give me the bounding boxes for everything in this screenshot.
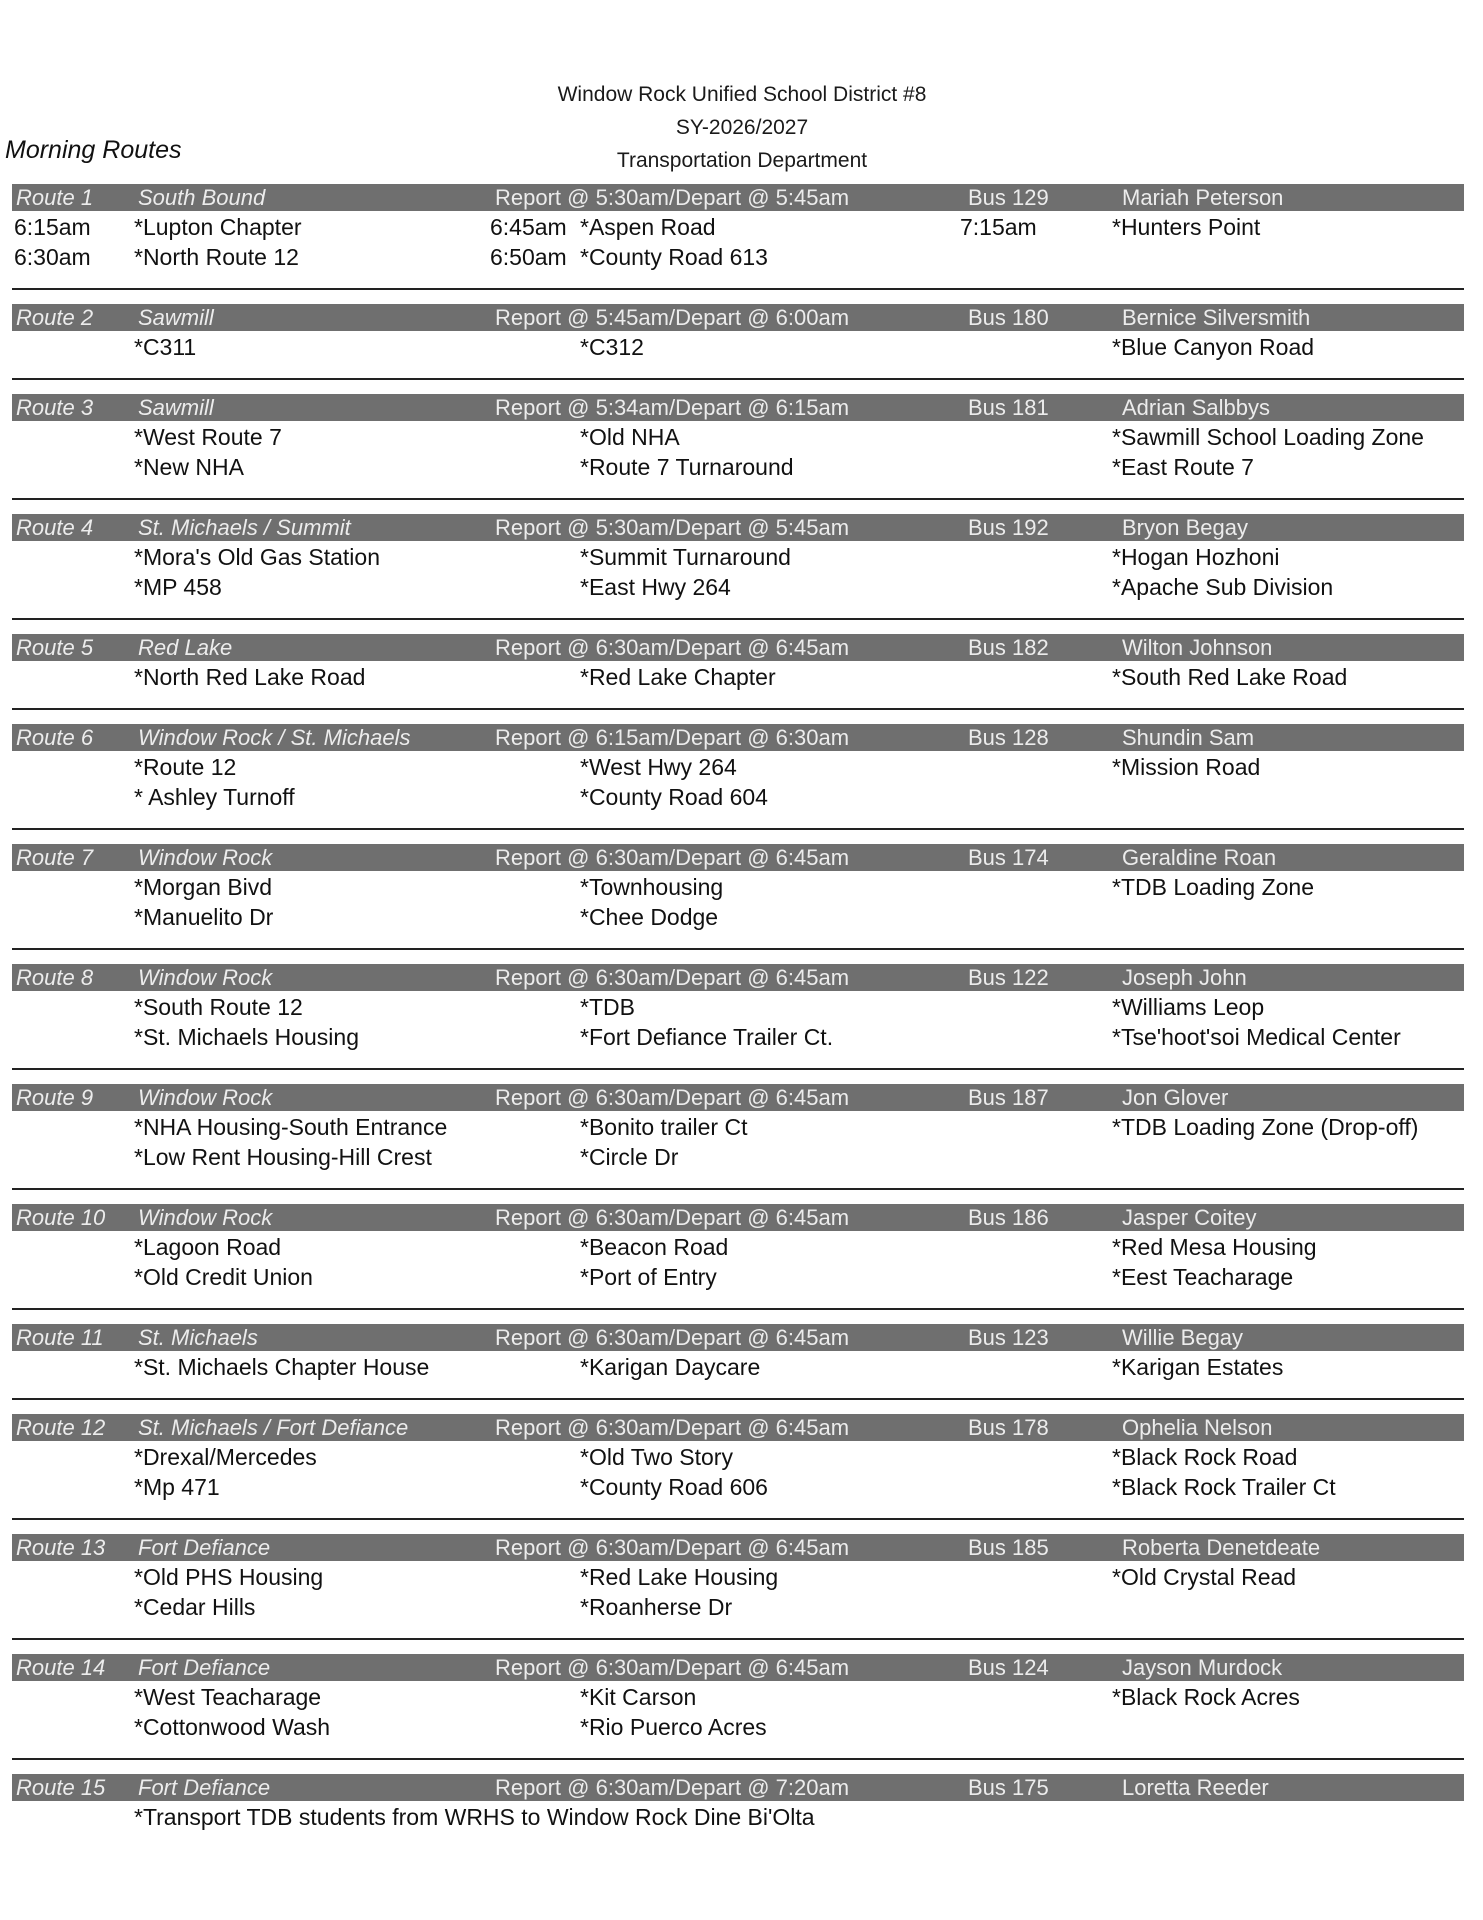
bus-number: Bus 178 <box>968 1415 1049 1440</box>
report-time: Report @ 6:30am/Depart @ 6:45am <box>495 1205 850 1230</box>
stop-name: *Tse'hoot'soi Medical Center <box>1112 1024 1401 1050</box>
driver-name: Loretta Reeder <box>1122 1775 1269 1800</box>
route-header-bar <box>12 1324 1464 1351</box>
route-header-bar <box>12 844 1464 871</box>
stop-name: *Sawmill School Loading Zone <box>1112 424 1424 450</box>
route-number: Route 7 <box>16 845 94 870</box>
stop-name: *Lagoon Road <box>134 1234 282 1260</box>
route-number: Route 5 <box>16 635 94 660</box>
stop-name: *East Hwy 264 <box>580 574 731 600</box>
report-time: Report @ 6:30am/Depart @ 6:45am <box>495 1085 850 1110</box>
stop-name: *Kit Carson <box>580 1684 697 1710</box>
stop-name: *Eest Teacharage <box>1112 1264 1294 1290</box>
stop-time: 6:30am <box>14 244 91 270</box>
stop-name: *New NHA <box>134 454 244 480</box>
driver-name: Adrian Salbbys <box>1122 395 1270 420</box>
route-divider <box>12 1068 1464 1070</box>
school-year: SY-2026/2027 <box>675 116 809 139</box>
driver-name: Geraldine Roan <box>1122 845 1277 870</box>
report-time: Report @ 6:30am/Depart @ 6:45am <box>495 965 850 990</box>
route-area: St. Michaels <box>138 1325 258 1350</box>
driver-name: Willie Begay <box>1122 1325 1244 1350</box>
stop-name: * Ashley Turnoff <box>134 784 295 810</box>
report-time: Report @ 6:30am/Depart @ 6:45am <box>495 635 850 660</box>
route-divider <box>12 1638 1464 1640</box>
stop-name: *Black Rock Trailer Ct <box>1112 1474 1336 1500</box>
route-number: Route 12 <box>16 1415 106 1440</box>
route-header-bar <box>12 184 1464 211</box>
stop-name: *Townhousing <box>580 874 724 900</box>
route-divider <box>12 618 1464 620</box>
route-area: Window Rock <box>138 965 273 990</box>
route-area: Window Rock <box>138 1085 273 1110</box>
report-time: Report @ 6:30am/Depart @ 6:45am <box>495 1415 850 1440</box>
route-number: Route 15 <box>16 1775 106 1800</box>
bus-number: Bus 175 <box>968 1775 1049 1800</box>
route-area: Window Rock <box>138 845 273 870</box>
route-area: Window Rock / St. Michaels <box>138 725 411 750</box>
route-header-bar <box>12 394 1464 421</box>
report-time: Report @ 5:34am/Depart @ 6:15am <box>495 395 850 420</box>
stop-name: *Rio Puerco Acres <box>580 1714 767 1740</box>
stop-name: *Mora's Old Gas Station <box>134 544 380 570</box>
driver-name: Bryon Begay <box>1122 515 1248 540</box>
driver-name: Shundin Sam <box>1122 725 1255 750</box>
stop-name: *Karigan Daycare <box>580 1354 761 1380</box>
district-title: Window Rock Unified School District #8 <box>557 83 927 106</box>
stop-name: *Circle Dr <box>580 1144 679 1170</box>
stop-name: *South Red Lake Road <box>1112 664 1348 690</box>
stop-name: *Red Lake Chapter <box>580 664 776 690</box>
route-number: Route 2 <box>16 305 94 330</box>
stop-name: *East Route 7 <box>1112 454 1254 480</box>
route-area: Fort Defiance <box>138 1655 271 1680</box>
driver-name: Bernice Silversmith <box>1122 305 1311 330</box>
stop-name: *West Teacharage <box>134 1684 322 1710</box>
stop-name: *Old NHA <box>580 424 680 450</box>
bus-number: Bus 182 <box>968 635 1049 660</box>
route-header-bar <box>12 304 1464 331</box>
stop-name: *Apache Sub Division <box>1112 574 1334 600</box>
route-divider <box>12 1518 1464 1520</box>
bus-number: Bus 124 <box>968 1655 1049 1680</box>
stop-name: *Old Credit Union <box>134 1264 313 1290</box>
stop-time: 6:50am <box>490 244 567 270</box>
stop-name: *West Route 7 <box>134 424 282 450</box>
route-header-bar <box>12 1654 1464 1681</box>
stop-name: *Lupton Chapter <box>134 214 302 240</box>
route-header-bar <box>12 1204 1464 1231</box>
driver-name: Ophelia Nelson <box>1122 1415 1273 1440</box>
route-header-bar <box>12 1534 1464 1561</box>
stop-name: *TDB <box>580 994 635 1020</box>
stop-name: *Blue Canyon Road <box>1112 334 1315 360</box>
driver-name: Joseph John <box>1122 965 1247 990</box>
bus-number: Bus 181 <box>968 395 1049 420</box>
stop-name: *Route 7 Turnaround <box>580 454 794 480</box>
stop-name: *Beacon Road <box>580 1234 729 1260</box>
stop-name: *Drexal/Mercedes <box>134 1444 317 1470</box>
route-header-bar <box>12 634 1464 661</box>
bus-number: Bus 128 <box>968 725 1049 750</box>
bus-number: Bus 186 <box>968 1205 1049 1230</box>
report-time: Report @ 5:30am/Depart @ 5:45am <box>495 185 850 210</box>
stop-name: *Port of Entry <box>580 1264 717 1290</box>
stop-name: *Manuelito Dr <box>134 904 274 930</box>
route-header-bar <box>12 964 1464 991</box>
section-title: Morning Routes <box>5 136 182 164</box>
route-area: Fort Defiance <box>138 1535 271 1560</box>
stop-name: *Cottonwood Wash <box>134 1714 331 1740</box>
route-divider <box>12 1398 1464 1400</box>
stop-name: *Hunters Point <box>1112 214 1261 240</box>
report-time: Report @ 6:30am/Depart @ 6:45am <box>495 1655 850 1680</box>
stop-name: *Old Two Story <box>580 1444 733 1470</box>
route-header-bar <box>12 514 1464 541</box>
route-header-bar <box>12 1414 1464 1441</box>
stop-name: *Summit Turnaround <box>580 544 791 570</box>
route-header-bar <box>12 1084 1464 1111</box>
stop-name: *Mission Road <box>1112 754 1261 780</box>
route-divider <box>12 378 1464 380</box>
report-time: Report @ 6:30am/Depart @ 6:45am <box>495 1325 850 1350</box>
route-area: St. Michaels / Fort Defiance <box>138 1415 409 1440</box>
stop-name: *St. Michaels Chapter House <box>134 1354 430 1380</box>
stop-name: *St. Michaels Housing <box>134 1024 359 1050</box>
stop-name: *TDB Loading Zone <box>1112 874 1315 900</box>
stop-name: *Red Mesa Housing <box>1112 1234 1317 1260</box>
stop-name: *Old Crystal Read <box>1112 1564 1297 1590</box>
stop-name: *County Road 606 <box>580 1474 768 1500</box>
bus-number: Bus 192 <box>968 515 1049 540</box>
stop-name: *Red Lake Housing <box>580 1564 779 1590</box>
stop-name: *Chee Dodge <box>580 904 719 930</box>
route-number: Route 6 <box>16 725 94 750</box>
driver-name: Roberta Denetdeate <box>1122 1535 1321 1560</box>
route-number: Route 4 <box>16 515 94 540</box>
route-number: Route 3 <box>16 395 94 420</box>
stop-name: *Low Rent Housing-Hill Crest <box>134 1144 432 1170</box>
route-area: Fort Defiance <box>138 1775 271 1800</box>
route-area: South Bound <box>138 185 266 210</box>
bus-number: Bus 123 <box>968 1325 1049 1350</box>
stop-name: *Route 12 <box>134 754 237 780</box>
bus-number: Bus 187 <box>968 1085 1049 1110</box>
route-divider <box>12 1758 1464 1760</box>
stop-name: *Mp 471 <box>134 1474 220 1500</box>
route-divider <box>12 708 1464 710</box>
route-divider <box>12 828 1464 830</box>
stop-name: *Transport TDB students from WRHS to Window Rock Dine Bi'Olta <box>134 1804 815 1830</box>
report-time: Report @ 6:30am/Depart @ 7:20am <box>495 1775 850 1800</box>
route-area: Window Rock <box>138 1205 273 1230</box>
report-time: Report @ 6:30am/Depart @ 6:45am <box>495 845 850 870</box>
driver-name: Mariah Peterson <box>1122 185 1284 210</box>
stop-name: *Aspen Road <box>580 214 716 240</box>
stop-name: *Black Rock Road <box>1112 1444 1298 1470</box>
route-area: St. Michaels / Summit <box>138 515 351 540</box>
stop-name: *C312 <box>580 334 644 360</box>
bus-number: Bus 185 <box>968 1535 1049 1560</box>
route-divider <box>12 1188 1464 1190</box>
route-number: Route 8 <box>16 965 94 990</box>
department-title: Transportation Department <box>616 149 868 172</box>
stop-name: *Williams Leop <box>1112 994 1265 1020</box>
report-time: Report @ 6:15am/Depart @ 6:30am <box>495 725 850 750</box>
stop-name: *West Hwy 264 <box>580 754 737 780</box>
route-number: Route 1 <box>16 185 94 210</box>
bus-number: Bus 122 <box>968 965 1049 990</box>
stop-name: *Morgan Bivd <box>134 874 273 900</box>
report-time: Report @ 5:45am/Depart @ 6:00am <box>495 305 850 330</box>
driver-name: Jasper Coitey <box>1122 1205 1257 1230</box>
stop-name: *C311 <box>134 334 197 360</box>
driver-name: Jayson Murdock <box>1122 1655 1283 1680</box>
route-divider <box>12 498 1464 500</box>
stop-time: 7:15am <box>960 214 1037 240</box>
route-area: Sawmill <box>138 305 214 330</box>
stop-name: *TDB Loading Zone (Drop-off) <box>1112 1114 1419 1140</box>
stop-name: *North Route 12 <box>134 244 299 270</box>
stop-name: *County Road 613 <box>580 244 768 270</box>
stop-time: 6:15am <box>14 214 91 240</box>
stop-time: 6:45am <box>490 214 567 240</box>
stop-name: *South Route 12 <box>134 994 303 1020</box>
route-divider <box>12 288 1464 290</box>
route-divider <box>12 948 1464 950</box>
stop-name: *Cedar Hills <box>134 1594 256 1620</box>
report-time: Report @ 6:30am/Depart @ 6:45am <box>495 1535 850 1560</box>
stop-name: *Black Rock Acres <box>1112 1684 1300 1710</box>
route-number: Route 9 <box>16 1085 94 1110</box>
route-number: Route 14 <box>16 1655 106 1680</box>
stop-name: *NHA Housing-South Entrance <box>134 1114 448 1140</box>
bus-number: Bus 180 <box>968 305 1049 330</box>
route-header-bar <box>12 1774 1464 1801</box>
stop-name: *Karigan Estates <box>1112 1354 1284 1380</box>
stop-name: *Fort Defiance Trailer Ct. <box>580 1024 834 1050</box>
bus-number: Bus 174 <box>968 845 1049 870</box>
stop-name: *Bonito trailer Ct <box>580 1114 748 1140</box>
route-area: Red Lake <box>138 635 233 660</box>
driver-name: Jon Glover <box>1122 1085 1229 1110</box>
stop-name: *Hogan Hozhoni <box>1112 544 1280 570</box>
route-header-bar <box>12 724 1464 751</box>
route-number: Route 10 <box>16 1205 106 1230</box>
stop-name: *County Road 604 <box>580 784 768 810</box>
stop-name: *Old PHS Housing <box>134 1564 324 1590</box>
route-number: Route 11 <box>16 1325 104 1350</box>
route-number: Route 13 <box>16 1535 106 1560</box>
route-area: Sawmill <box>138 395 214 420</box>
stop-name: *MP 458 <box>134 574 222 600</box>
driver-name: Wilton Johnson <box>1122 635 1273 660</box>
route-divider <box>12 1308 1464 1310</box>
report-time: Report @ 5:30am/Depart @ 5:45am <box>495 515 850 540</box>
bus-number: Bus 129 <box>968 185 1049 210</box>
stop-name: *North Red Lake Road <box>134 664 366 690</box>
stop-name: *Roanherse Dr <box>580 1594 733 1620</box>
